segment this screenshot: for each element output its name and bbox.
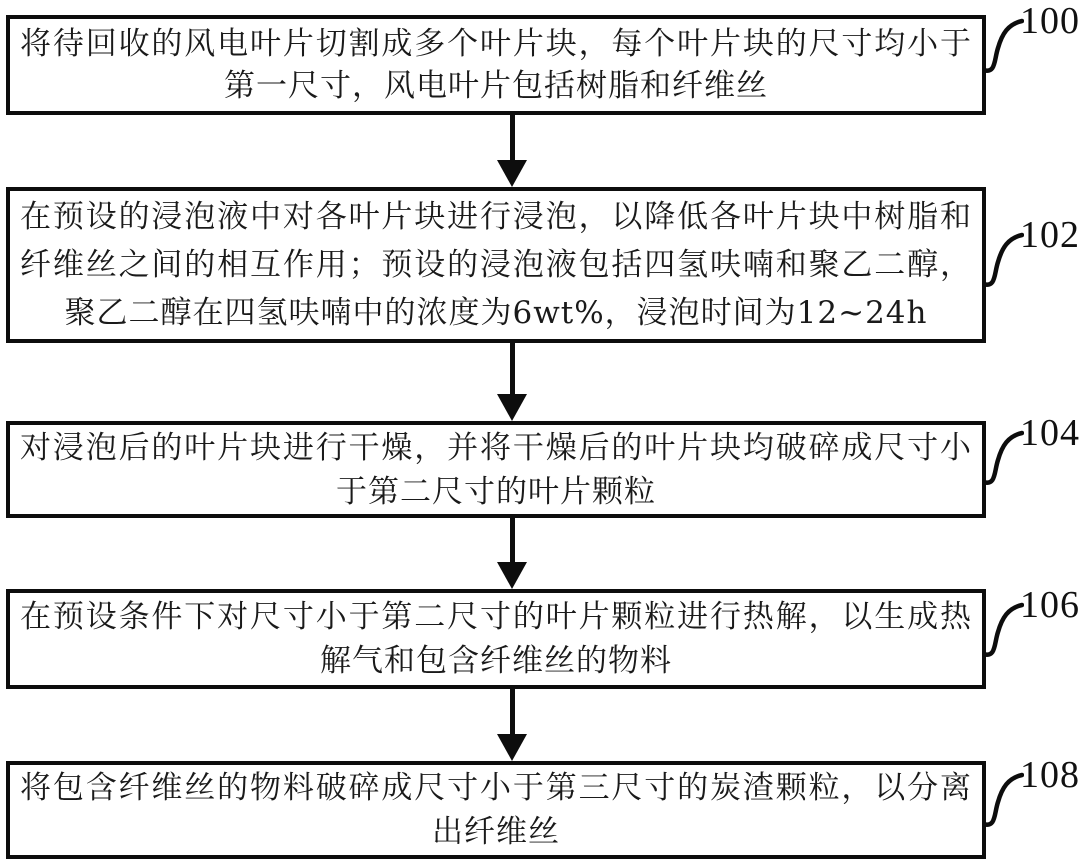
arrow-shaft (510, 339, 515, 395)
flow-arrow-down (497, 689, 527, 761)
arrow-shaft (510, 689, 515, 735)
step-ref-106 (982, 584, 1080, 660)
reference-leader-curve-icon (982, 230, 1024, 288)
reference-leader-curve-icon (982, 428, 1024, 486)
reference-numeral: 100 (1020, 0, 1080, 42)
step-text-100: 将待回收的风电叶片切割成多个叶片块，每个叶片块的尺寸均小于第一尺寸，风电叶片包括树脂和纤维丝 (20, 26, 972, 104)
arrow-head-icon (497, 160, 527, 187)
arrow-head-icon (497, 394, 527, 421)
reference-leader-curve-icon (982, 770, 1024, 828)
step-text-102: 在预设的浸泡液中对各叶片块进行浸泡，以降低各叶片块中树脂和纤维丝之间的相互作用；预设的浸泡液包括四氢呋喃和聚乙二醇，聚乙二醇在四氢呋喃中的浓度为6wt%，浸泡时间为12~24h (20, 199, 972, 331)
reference-numeral: 104 (1020, 412, 1080, 454)
flow-step-106 (6, 589, 986, 689)
flow-arrow-down (497, 339, 527, 421)
arrow-head-icon (497, 562, 527, 589)
reference-numeral: 102 (1020, 214, 1080, 256)
reference-leader-curve-icon (982, 16, 1024, 74)
flow-step-108 (6, 761, 986, 859)
reference-numeral: 106 (1020, 584, 1080, 626)
arrow-shaft (510, 518, 515, 563)
step-ref-108 (982, 754, 1080, 830)
flow-arrow-down (497, 518, 527, 589)
step-text-108: 将包含纤维丝的物料破碎成尺寸小于第三尺寸的炭渣颗粒，以分离出纤维丝 (20, 770, 972, 850)
step-text-106: 在预设条件下对尺寸小于第二尺寸的叶片颗粒进行热解，以生成热解气和包含纤维丝的物料 (20, 599, 972, 679)
step-text-104: 对浸泡后的叶片块进行干燥，并将干燥后的叶片块均破碎成尺寸小于第二尺寸的叶片颗粒 (20, 429, 972, 510)
flow-arrow-down (497, 111, 527, 187)
step-ref-100 (982, 0, 1080, 76)
reference-numeral: 108 (1020, 754, 1080, 796)
step-ref-102 (982, 214, 1080, 290)
flow-step-104 (6, 421, 986, 518)
arrow-shaft (510, 111, 515, 161)
flow-step-102 (6, 187, 986, 343)
flow-step-100 (6, 15, 986, 115)
arrow-head-icon (497, 734, 527, 761)
step-ref-104 (982, 412, 1080, 488)
reference-leader-curve-icon (982, 600, 1024, 658)
